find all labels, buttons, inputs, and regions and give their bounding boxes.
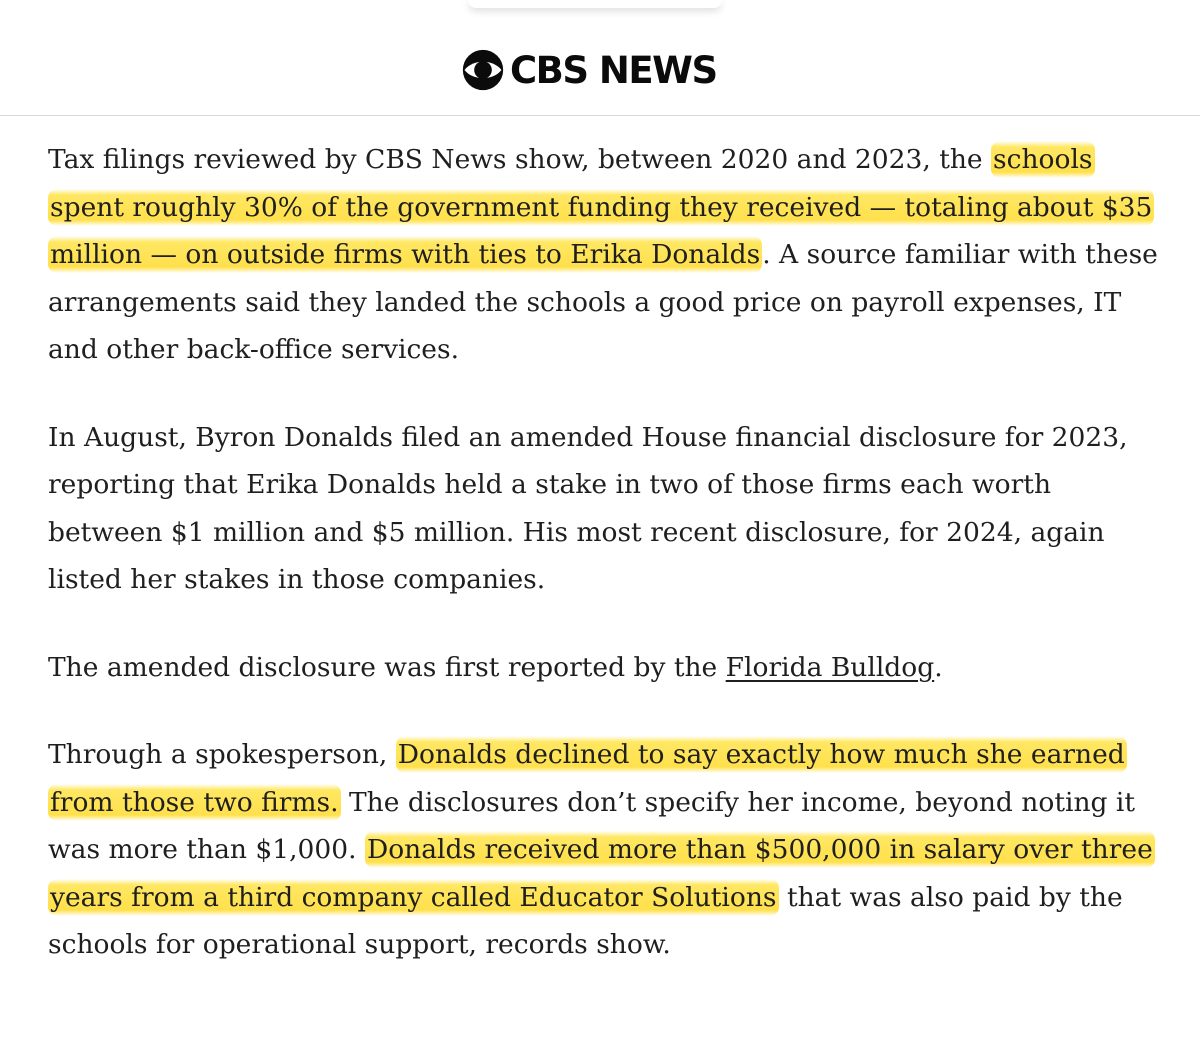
cbs-eye-icon xyxy=(462,49,504,91)
highlight-funding: schools spent roughly 30% of the government funding they received — totaling about $35 million — on outside firms with ties to Erika Donalds xyxy=(48,141,1154,273)
p1-text-start: Tax filings reviewed by CBS News show, between 2020 and 2023, the xyxy=(48,144,992,175)
p3-text-start: The amended disclosure was first reported by the xyxy=(48,651,726,683)
masthead xyxy=(0,0,1200,116)
p4-text-end: that was also paid by the schools for operational support, records show. xyxy=(48,881,1123,960)
cbs-news-logo[interactable] xyxy=(462,46,717,94)
p4-text-start: Through a spokesperson, xyxy=(48,739,396,770)
article-body xyxy=(48,136,1160,1009)
paragraph-4 xyxy=(48,731,1160,969)
p1-text-end: . A source familiar with these arrangements said they landed the schools a good price on payroll expenses, IT and other back-office services. xyxy=(48,239,1158,365)
paragraph-1 xyxy=(48,136,1160,374)
logo-wordmark: CBS NEWS xyxy=(510,48,717,92)
p4-text-middle: The disclosures don’t specify her income, beyond noting it was more than $1,000. xyxy=(48,786,1136,865)
highlight-salary: Donalds received more than $500,000 in salary over three years from a third company called Educator Solutions xyxy=(48,831,1155,916)
paragraph-2: In August, Byron Donalds filed an amended House financial disclosure for 2023, reporting that Erika Donalds held a stake in two of those firms each worth between $1 million and $5 million. His most recent disclosure, for 2024, again listed her stakes in those companies. xyxy=(48,421,1128,595)
paragraph-3 xyxy=(48,644,1160,692)
p3-text-end: . xyxy=(934,651,943,683)
florida-bulldog-link[interactable]: Florida Bulldog xyxy=(725,651,935,683)
highlight-declined: Donalds declined to say exactly how much she earned from those two firms. xyxy=(48,736,1127,821)
